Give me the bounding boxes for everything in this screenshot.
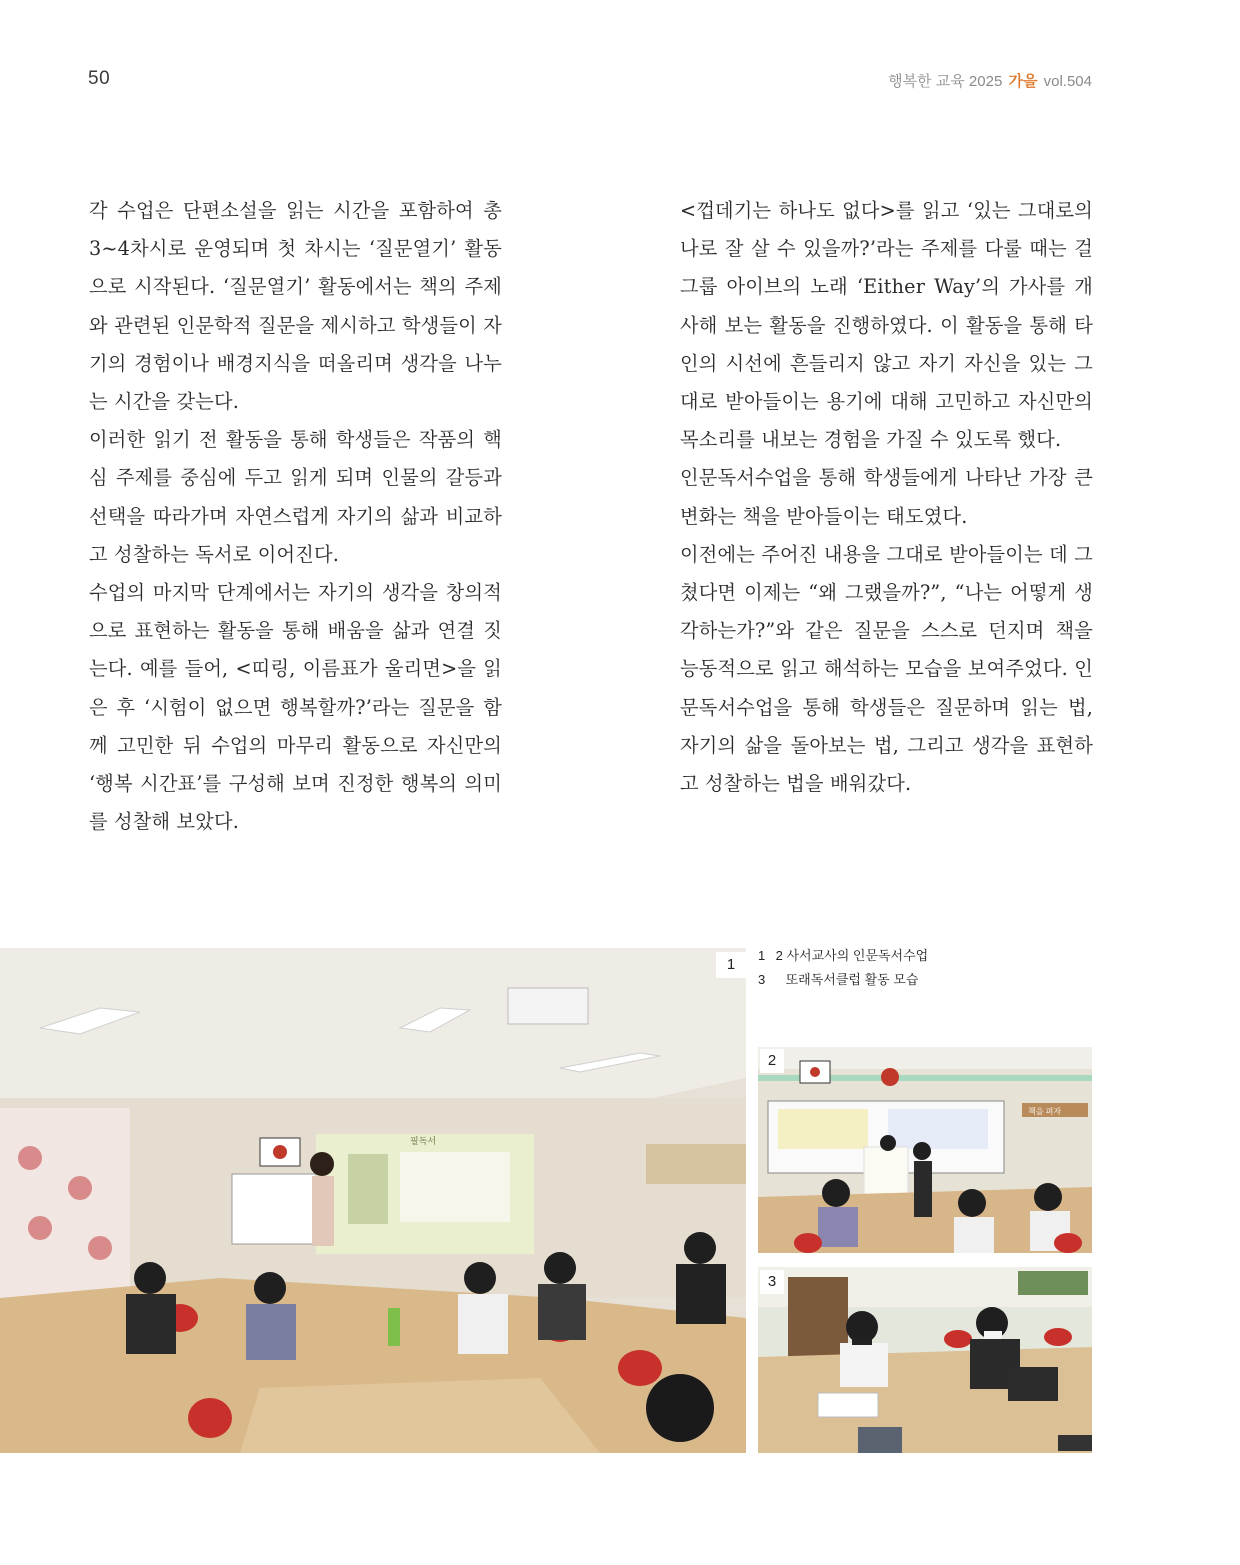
paragraph: 이러한 읽기 전 활동을 통해 학생들은 작품의 핵심 주제를 중심에 두고 읽게 되며 인물의 갈등과 선택을 따라가며 자연스럽게 자기의 삶과 비교하고 성찰하는 독서로 이어진다. — [89, 428, 502, 566]
page-number: 50 — [88, 68, 111, 89]
photo-number-badge: 1 — [716, 952, 746, 978]
paragraph: 인문독서수업을 통해 학생들에게 나타난 가장 큰 변화는 책을 받아들이는 태도였다. — [680, 466, 1093, 528]
magazine-title: 행복한 교육 2025 — [888, 73, 1003, 90]
right-text-column — [680, 192, 1093, 803]
photo-captions — [758, 944, 928, 992]
screen-title: 필독서 — [410, 1136, 437, 1146]
reading-club-photo — [758, 1267, 1092, 1453]
season-label: 가을 — [1008, 73, 1038, 90]
volume-number: vol.504 — [1043, 73, 1092, 90]
caption-line: 1 2 사서교사의 인문독서수업 — [758, 948, 929, 963]
paragraph: 각 수업은 단편소설을 읽는 시간을 포함하여 총 3~4차시로 운영되며 첫 차시는 ‘질문열기’ 활동으로 시작된다. ‘질문열기’ 활동에서는 책의 주제와 관련된 인문학적 질문을 제시하고 학생들이 자기의 경험이나 배경지식을 떠올리며 생각을 나누는 시간을 갖는다. — [89, 199, 502, 414]
classroom-lesson-photo — [0, 948, 746, 1453]
whiteboard-activity-photo — [758, 1047, 1092, 1253]
library-sign: 책을 펴자 — [1028, 1107, 1062, 1116]
left-text-column — [89, 192, 502, 841]
photo-number-badge: 2 — [760, 1049, 784, 1073]
paragraph: 수업의 마지막 단계에서는 자기의 생각을 창의적으로 표현하는 활동을 통해 배움을 삶과 연결 짓는다. 예를 들어, <띠링, 이름표가 울리면>을 읽은 후 ‘시험이 없으면 행복할까?’라는 질문을 함께 고민한 뒤 수업의 마무리 활동으로 자신만의 ‘행복 시간표’를 구성해 보며 진정한 행복의 의미를 성찰해 보았다. — [89, 581, 502, 834]
running-head — [888, 70, 1092, 91]
caption-line: 3 또래독서클럽 활동 모습 — [758, 972, 919, 987]
paragraph: <껍데기는 하나도 없다>를 읽고 ‘있는 그대로의 나로 잘 살 수 있을까?’라는 주제를 다룰 때는 걸그룹 아이브의 노래 ‘Either Way’의 가사를 개사해 보는 활동을 진행하였다. 이 활동을 통해 타인의 시선에 흔들리지 않고 자기 자신을 있는 그대로 받아들이는 용기에 대해 고민하고 자신만의 목소리를 내보는 경험을 가질 수 있도록 했다. — [680, 199, 1093, 452]
photo-number-badge: 3 — [760, 1270, 784, 1294]
paragraph: 이전에는 주어진 내용을 그대로 받아들이는 데 그쳤다면 이제는 “왜 그랬을까?”, “나는 어떻게 생각하는가?”와 같은 질문을 스스로 던지며 책을 능동적으로 읽고 해석하는 모습을 보여주었다. 인문독서수업을 통해 학생들은 질문하며 읽는 법, 자기의 삶을 돌아보는 법, 그리고 생각을 표현하고 성찰하는 법을 배워갔다. — [680, 542, 1093, 796]
